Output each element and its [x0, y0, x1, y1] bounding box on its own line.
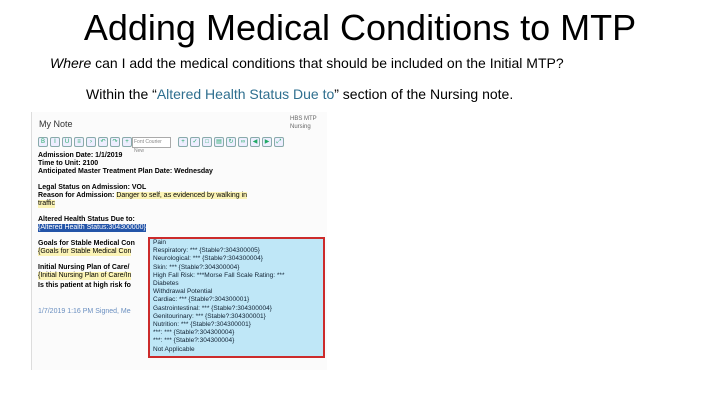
question-text [50, 55, 564, 71]
altered-health-smartlist[interactable]: {Altered Health Status:304300000} [38, 224, 146, 231]
undo-icon[interactable]: ↶ [98, 137, 108, 147]
initial-plan-smartlist[interactable]: {Initial Nursing Plan of Care/In [38, 272, 132, 279]
link-icon[interactable]: ∞ [238, 137, 248, 147]
time-to-unit: Time to Unit: 2100 [38, 160, 99, 167]
admission-date: Admission Date: 1/1/2019 [38, 152, 123, 159]
dropdown-item[interactable]: Skin: *** {Stable?:304300004} [153, 263, 240, 271]
dropdown-item[interactable]: Neurological: *** {Stable?:304300004} [153, 255, 263, 263]
altered-health-label: Altered Health Status Due to: [38, 216, 135, 223]
legal-status: Legal Status on Admission: VOL [38, 184, 147, 191]
initial-plan-label: Initial Nursing Plan of Care/ [38, 264, 130, 271]
check-icon[interactable]: ✓ [190, 137, 200, 147]
anticipated-mtp-date: Anticipated Master Treatment Plan Date: Wednesday [38, 168, 213, 175]
dropdown-item[interactable]: Diabetes [153, 280, 179, 288]
answer-highlight: Altered Health Status Due to [156, 86, 335, 102]
dropdown-item[interactable]: Cardiac: *** {Stable?:304300001} [153, 296, 250, 304]
dropdown-item[interactable]: Nutrition: *** {Stable?:304300001} [153, 321, 251, 329]
goals-smartlist[interactable]: {Goals for Stable Medical Con [38, 248, 132, 255]
answer-prefix: Within the “ [86, 86, 157, 102]
signature: Signed, Me [95, 308, 131, 315]
reason-value-cont[interactable]: traffic [38, 200, 55, 207]
reason-row [38, 192, 247, 200]
goals-label: Goals for Stable Medical Con [38, 240, 135, 247]
insert-icon[interactable]: + [122, 137, 132, 147]
note-header: My Note [39, 119, 73, 129]
question-rest: can I add the medical conditions that should be included on the Initial MTP? [91, 55, 564, 71]
reason-label: Reason for Admission: [38, 192, 115, 199]
refresh-icon[interactable]: ↻ [226, 137, 236, 147]
redo-icon[interactable]: ↷ [110, 137, 120, 147]
editor-toolbar [38, 136, 323, 154]
left-arrow-icon[interactable]: ◀ [250, 137, 260, 147]
dropdown-list [150, 239, 323, 354]
add-icon[interactable]: + [178, 137, 188, 147]
timestamp: 1/7/2019 1:16 PM [38, 308, 94, 315]
reason-value[interactable]: Danger to self, as evidenced by walking in [116, 192, 248, 199]
copy-icon[interactable]: □ [202, 137, 212, 147]
question-italic: Where [50, 55, 92, 71]
italic-icon[interactable]: I [50, 137, 60, 147]
smartlist-dropdown [148, 237, 325, 358]
paste-icon[interactable]: ▤ [214, 137, 224, 147]
indent-icon[interactable]: › [86, 137, 96, 147]
signature-row [38, 308, 131, 316]
expand-icon[interactable]: ⤢ [274, 137, 284, 147]
dropdown-item[interactable]: Gastrointestinal: *** {Stable?:304300004} [153, 304, 272, 312]
font-select[interactable]: Font Courier New [132, 137, 171, 148]
dropdown-item[interactable]: ***: *** {Stable?:304300004} [153, 329, 235, 337]
slide-title: Adding Medical Conditions to MTP [83, 7, 637, 48]
dropdown-item[interactable]: Not Applicable [153, 345, 195, 353]
dropdown-item[interactable]: Respiratory: *** {Stable?:304300005} [153, 247, 260, 255]
list-icon[interactable]: ≡ [74, 137, 84, 147]
dropdown-item[interactable]: ***: *** {Stable?:304300004} [153, 337, 235, 345]
dropdown-item[interactable]: Withdrawal Potential [153, 288, 213, 296]
answer-text [86, 86, 513, 102]
answer-suffix: ” section of the Nursing note. [334, 86, 514, 102]
dropdown-item[interactable]: Pain [153, 239, 167, 246]
right-arrow-icon[interactable]: ▶ [262, 137, 272, 147]
dropdown-item[interactable]: Genitourinary: *** {Stable?:304300001} [153, 312, 266, 320]
bold-icon[interactable]: B [38, 137, 48, 147]
underline-icon[interactable]: U [62, 137, 72, 147]
dropdown-item[interactable]: High Fall Risk: ***Morse Fall Scale Rating: *** [153, 271, 285, 279]
note-type-label: HBS MTP Nursing [290, 116, 317, 130]
high-risk-label: Is this patient at high risk fo [38, 282, 131, 289]
